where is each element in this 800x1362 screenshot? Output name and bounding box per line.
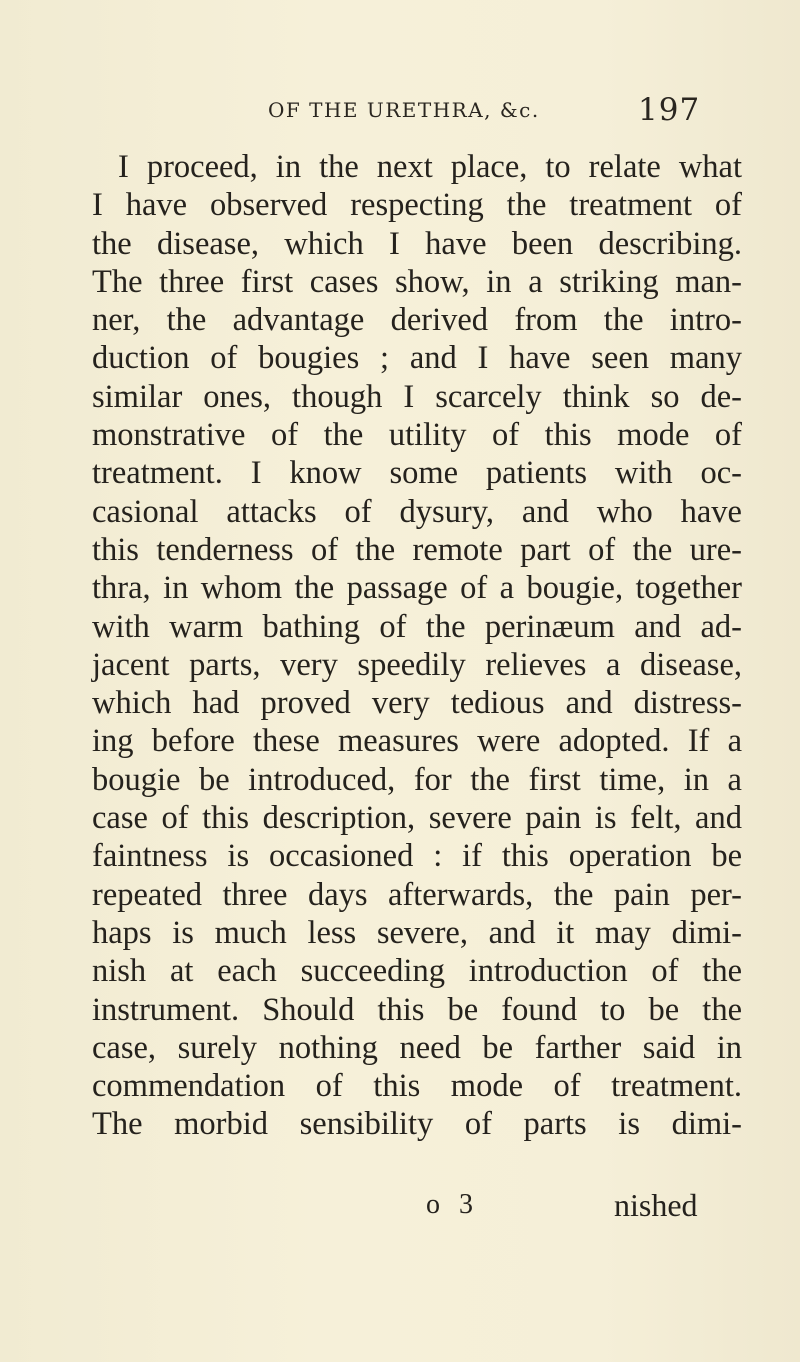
text-line: repeated three days afterwards, the pain per-	[92, 876, 742, 913]
text-line: ing before these measures were adopted. If a	[92, 723, 742, 760]
text-line: bougie be introduced, for the first time, in a	[92, 761, 742, 798]
text-line: instrument. Should this be found to be the	[92, 991, 742, 1028]
text-line: the disease, which I have been describing.	[92, 225, 742, 262]
text-line: with warm bathing of the perinæum and ad-	[92, 608, 742, 645]
text-line: ner, the advantage derived from the intro-	[92, 302, 742, 339]
text-line: nish at each succeeding introduction of the	[92, 953, 742, 990]
text-line: similar ones, though I scarcely think so de-	[92, 378, 742, 415]
text-line: I proceed, in the next place, to relate what	[118, 149, 742, 185]
running-head	[0, 92, 800, 132]
text-line: which had proved very tedious and distress-	[92, 685, 742, 722]
text-line: thra, in whom the passage of a bougie, together	[92, 570, 742, 607]
text-line: duction of bougies ; and I have seen many	[92, 340, 742, 377]
text-line: The morbid sensibility of parts is dimi-	[92, 1106, 742, 1143]
page-footer	[0, 1189, 800, 1229]
text-line: haps is much less severe, and it may dimi-	[92, 914, 742, 951]
body-text	[92, 148, 742, 1144]
text-line: monstrative of the utility of this mode of	[92, 417, 742, 454]
text-line: case of this description, severe pain is felt, and	[92, 800, 742, 837]
text-line: case, surely nothing need be farther said in	[92, 1029, 742, 1066]
text-line: treatment. I know some patients with oc-	[92, 455, 742, 492]
text-line: jacent parts, very speedily relieves a disease,	[92, 646, 742, 683]
text-line: casional attacks of dysury, and who have	[92, 493, 742, 530]
running-title: OF THE URETHRA, &c.	[268, 98, 540, 122]
text-line: I have observed respecting the treatment of	[92, 187, 742, 224]
text-line: this tenderness of the remote part of the ure-	[92, 531, 742, 568]
page-number: 197	[638, 92, 701, 128]
text-line: faintness is occasioned : if this operation be	[92, 838, 742, 875]
text-line: commendation of this mode of treatment.	[92, 1068, 742, 1105]
catchword: nished	[614, 1187, 698, 1223]
text-line: The three first cases show, in a striking man-	[92, 263, 742, 300]
signature-mark: o 3	[426, 1189, 479, 1220]
